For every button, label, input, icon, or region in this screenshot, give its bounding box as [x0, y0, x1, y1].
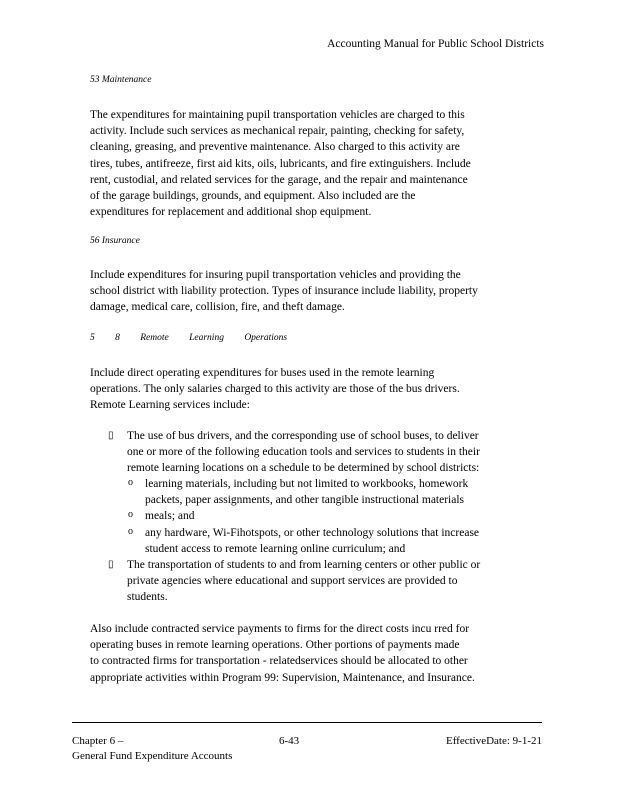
bullet-line: remote learning locations on a schedule to be determined by school districts: — [127, 462, 480, 475]
bullet-line: The use of bus drivers, and the corresponding use of school buses, to deliver — [127, 430, 479, 442]
bullet-line: one or more of the following education tools and services to students in their — [127, 446, 480, 459]
bullet-line: private agencies where educational and support services are provided to — [127, 575, 458, 588]
paragraph-line: to contracted firms for transportation - relatedservices should be allocated to other — [90, 655, 468, 668]
paragraph-line: cleaning, greasing, and preventive maintenance. Also charged to this activity are — [90, 141, 460, 154]
bullet-item — [127, 557, 547, 606]
bullet-line: The transportation of students to and from learning centers or other public or — [127, 559, 481, 571]
paragraph-line: Remote Learning services include: — [90, 399, 250, 412]
sub-bullet-line: any hardware, Wi-Fihotspots, or other technology solutions that increase — [145, 527, 480, 539]
footer-page-number: 6-43 — [279, 735, 300, 747]
closing-paragraph — [90, 621, 530, 686]
footer-effective-date: EffectiveDate: 9-1-21 — [445, 735, 542, 747]
paragraph-line: school district with liability protection. Types of insurance include liability, property — [90, 285, 478, 298]
sub-bullet-line: student access to remote learning online curriculum; and — [145, 543, 406, 556]
footer-subtitle: General Fund Expenditure Accounts — [72, 750, 233, 762]
paragraph-line: operating buses in remote learning operations. Other portions of payments made — [90, 639, 460, 652]
paragraph-line: The expenditures for maintaining pupil transportation vehicles are charged to this — [90, 109, 465, 121]
paragraph-line: appropriate activities within Program 99: Supervision, Maintenance, and Insurance. — [90, 671, 475, 684]
maintenance-paragraph — [90, 107, 530, 220]
sub-bullet-marker: o — [128, 509, 133, 520]
sub-bullet-line: packets, paper assignments, and other tangible instructional materials — [145, 494, 465, 507]
footer-chapter: Chapter 6 – — [72, 735, 124, 747]
sub-bullet-item — [145, 508, 545, 524]
sub-bullet-marker: o — [128, 526, 133, 537]
insurance-paragraph — [90, 267, 530, 316]
footer-divider — [72, 722, 542, 723]
section-heading-remote-learning: 5 8 Remote Learning Operations — [90, 333, 288, 343]
sub-bullet-item — [145, 476, 545, 508]
sub-bullet-line: meals; and — [145, 510, 195, 522]
section-heading-maintenance: 53 Maintenance — [90, 75, 152, 85]
paragraph-line: Include direct operating expenditures for buses used in the remote learning — [90, 367, 435, 379]
paragraph-line: Include expenditures for insuring pupil transportation vehicles and providing the — [90, 269, 461, 281]
bullet-marker: ▯ — [108, 559, 114, 570]
running-header: Accounting Manual for Public School Districts — [327, 38, 544, 50]
sub-bullet-line: learning materials, including but not limited to workbooks, homework — [145, 478, 469, 490]
remote-learning-paragraph — [90, 365, 530, 414]
bullet-marker: ▯ — [108, 430, 114, 441]
section-heading-insurance: 56 Insurance — [90, 236, 140, 246]
sub-bullet-item — [145, 525, 545, 557]
paragraph-line: of the garage buildings, grounds, and equipment. Also included are the — [90, 190, 416, 203]
paragraph-line: expenditures for replacement and additional shop equipment. — [90, 206, 372, 219]
paragraph-line: operations. The only salaries charged to this activity are those of the bus drivers. — [90, 383, 460, 396]
paragraph-line: rent, custodial, and related services for the garage, and the repair and maintenance — [90, 173, 468, 186]
bullet-item — [127, 428, 547, 477]
paragraph-line: Also include contracted service payments to firms for the direct costs incu rred for — [90, 623, 470, 635]
paragraph-line: tires, tubes, antifreeze, first aid kits, oils, lubricants, and fire extinguishers. Include — [90, 157, 471, 170]
bullet-line: students. — [127, 591, 168, 604]
paragraph-line: activity. Include such services as mechanical repair, painting, checking for safety, — [90, 125, 465, 138]
sub-bullet-marker: o — [128, 477, 133, 488]
paragraph-line: damage, medical care, collision, fire, and theft damage. — [90, 301, 345, 314]
